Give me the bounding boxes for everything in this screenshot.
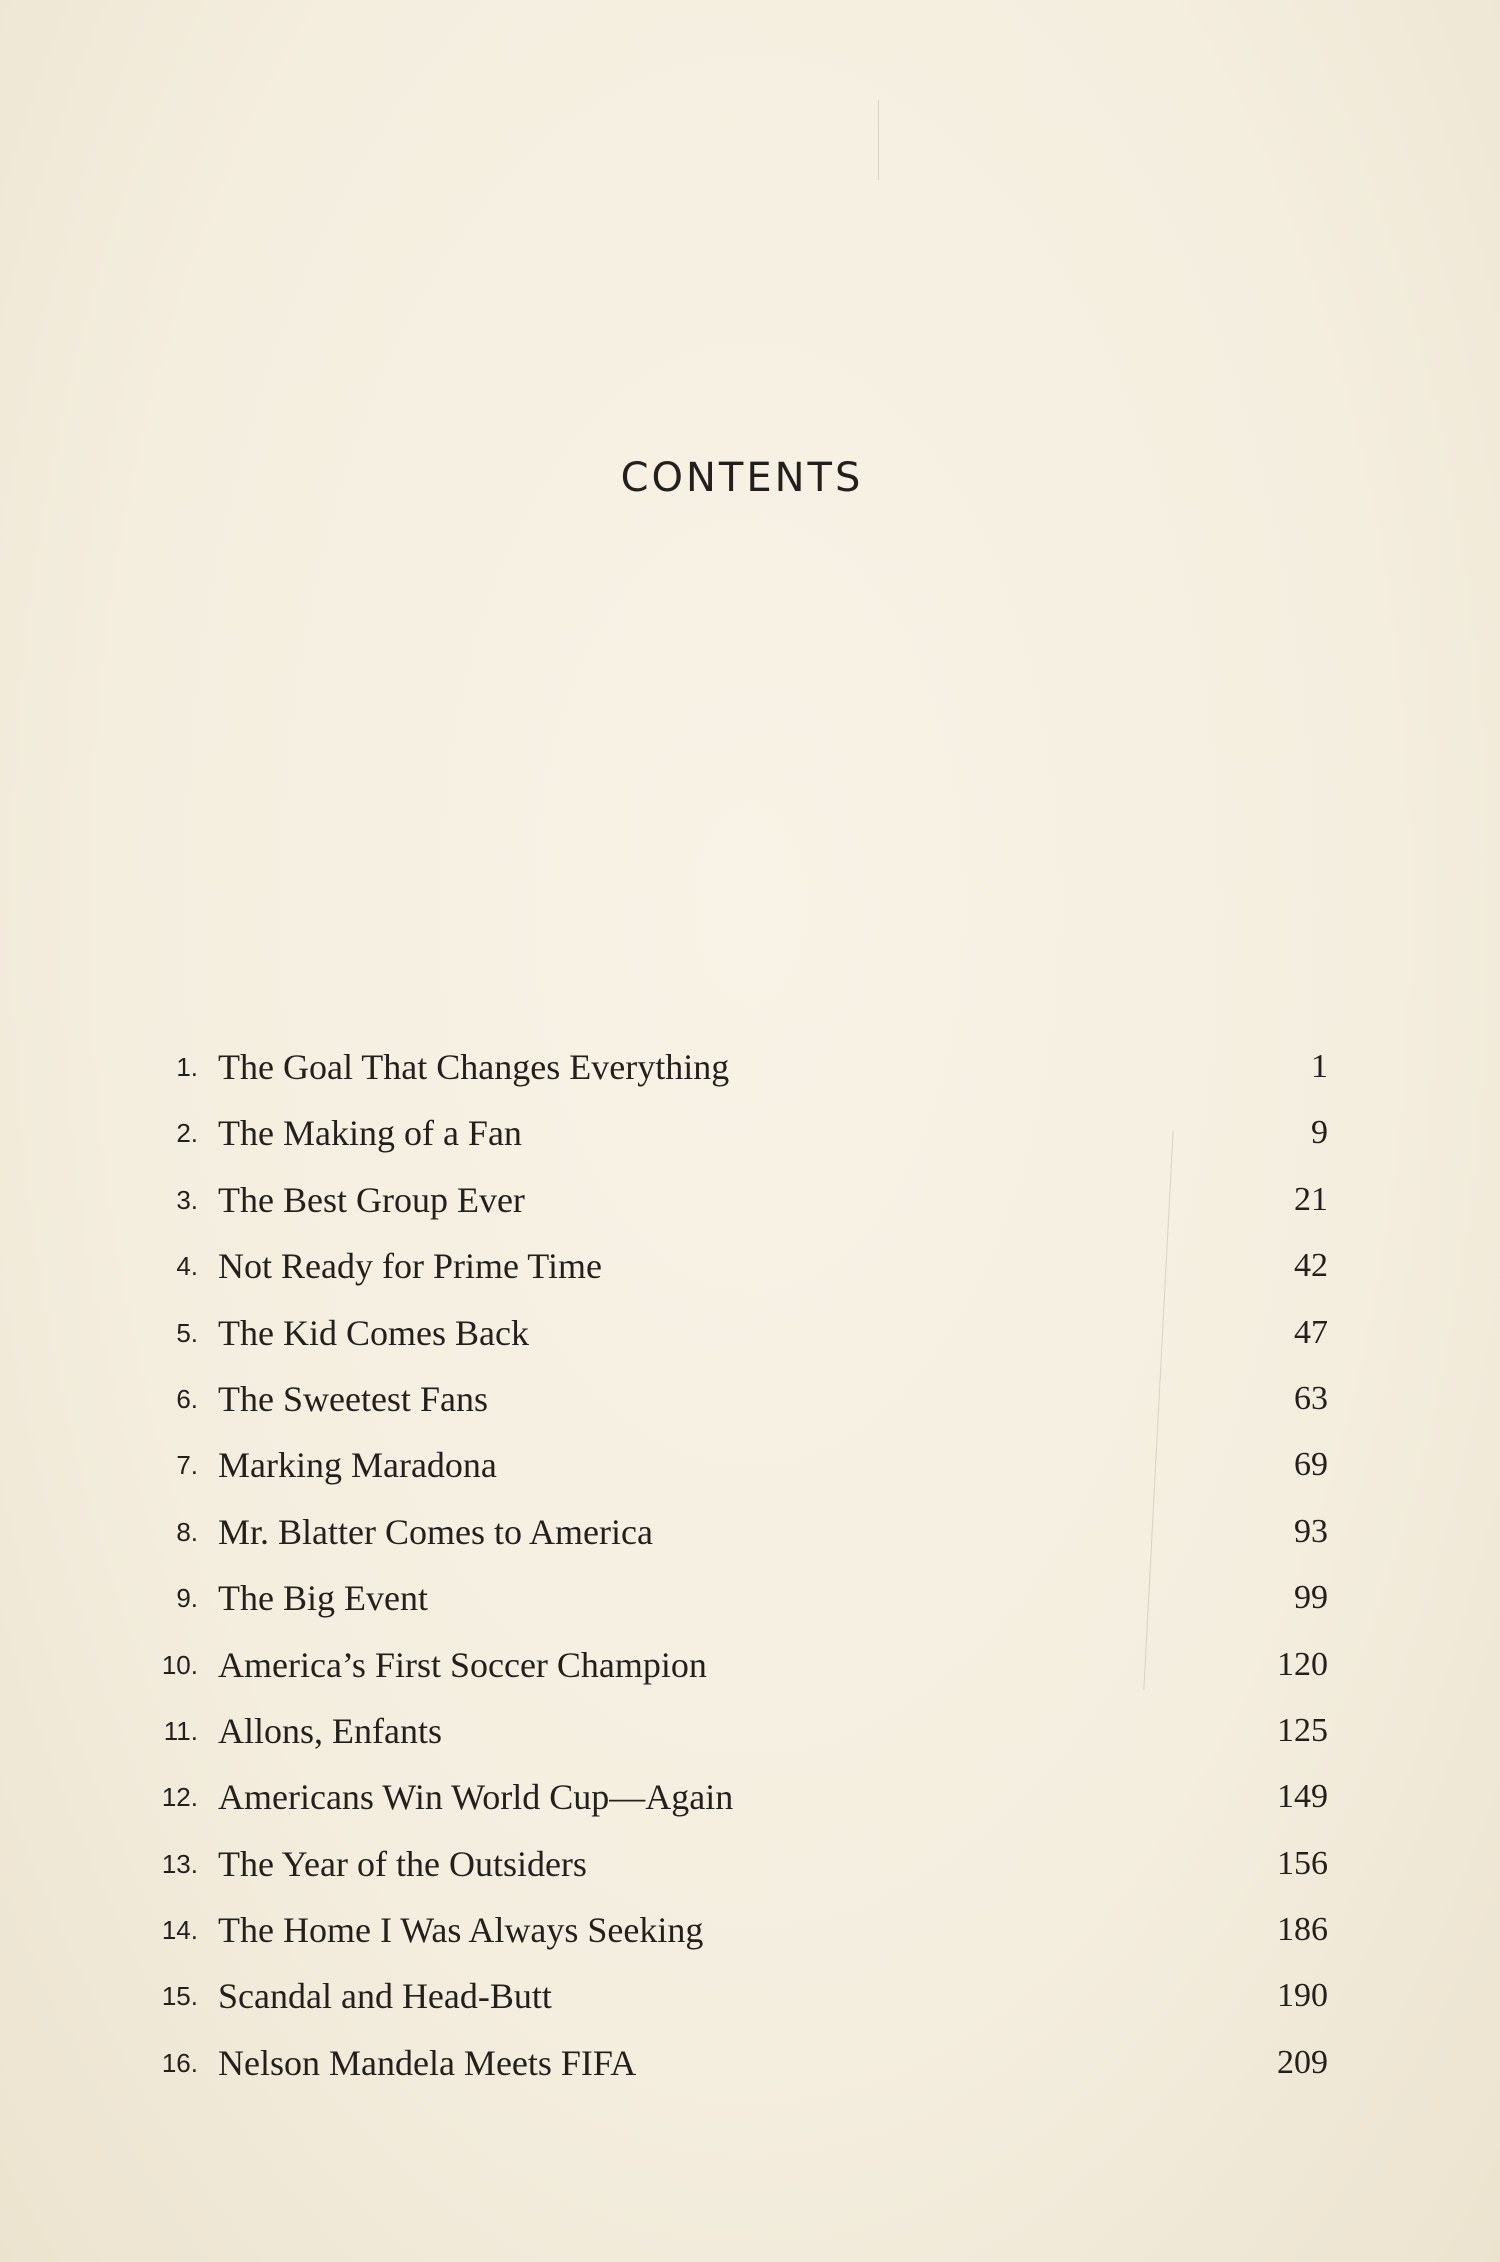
chapter-title: Marking Maradona [218,1445,497,1486]
chapter-title: Mr. Blatter Comes to America [218,1511,653,1552]
chapter-number: 13. [161,1848,198,1879]
page-number: 120 [1277,1645,1328,1683]
page-number: 63 [1294,1379,1328,1417]
toc-entry [140,1369,1340,1435]
page-number: 69 [1294,1446,1328,1484]
chapter-number: 12. [161,1782,198,1813]
chapter-title: Allons, Enfants [218,1710,442,1751]
chapter-title: The Sweetest Fans [218,1378,488,1419]
chapter-number: 5. [176,1317,198,1348]
chapter-number: 16. [161,2047,198,2078]
page-number: 156 [1277,1844,1328,1882]
toc-entry [140,1834,1340,1900]
chapter-number: 9. [176,1583,198,1614]
toc-entry [140,1568,1340,1634]
toc-entry [140,1900,1340,1966]
toc-entry [140,1701,1340,1767]
page-number: 47 [1294,1313,1328,1351]
chapter-title: The Home I Was Always Seeking [218,1910,704,1951]
page-number: 186 [1277,1911,1328,1949]
page-title: CONTENTS [620,454,864,501]
chapter-number: 7. [176,1450,198,1481]
page-number: 9 [1311,1114,1328,1152]
chapter-title: The Making of a Fan [218,1113,522,1154]
toc-entry [140,1103,1340,1169]
chapter-title: Nelson Mandela Meets FIFA [218,2042,637,2083]
chapter-title: Scandal and Head-Butt [218,1976,552,2017]
chapter-title: The Best Group Ever [218,1179,525,1220]
chapter-title: The Goal That Changes Everything [218,1047,730,1087]
table-of-contents [140,1037,1340,2099]
chapter-title: Americans Win World Cup—Again [218,1777,734,1818]
chapter-number: 14. [161,1915,198,1946]
chapter-number: 1. [176,1052,198,1082]
page-number: 190 [1277,1977,1328,2015]
toc-entry [140,1303,1340,1369]
chapter-number: 2. [176,1118,198,1149]
toc-entry [140,1170,1340,1236]
page-number: 149 [1277,1778,1328,1816]
chapter-number: 3. [176,1184,198,1215]
toc-entry [140,1767,1340,1833]
chapter-title: The Kid Comes Back [218,1312,529,1353]
page-number: 99 [1294,1579,1328,1617]
page-number: 1 [1311,1048,1328,1085]
chapter-number: 11. [163,1715,198,1746]
page-number: 42 [1294,1247,1328,1285]
page-number: 125 [1277,1711,1328,1749]
toc-entry [140,1635,1340,1701]
chapter-number: 4. [176,1251,198,1282]
toc-entry [140,1502,1340,1568]
page-number: 21 [1294,1180,1328,1218]
toc-entry [140,1037,1340,1103]
chapter-title: Not Ready for Prime Time [218,1246,602,1287]
chapter-number: 8. [176,1516,198,1547]
chapter-number: 10. [161,1649,198,1680]
chapter-title: America’s First Soccer Champion [218,1644,707,1685]
chapter-title: The Big Event [218,1578,428,1619]
toc-entry [140,1236,1340,1302]
toc-entry [140,1435,1340,1501]
paper-crease [878,100,879,180]
page-number: 93 [1294,1512,1328,1550]
toc-entry [140,1966,1340,2032]
page-number: 209 [1277,2043,1328,2081]
chapter-number: 15. [161,1981,198,2012]
toc-entry [140,2033,1340,2099]
chapter-number: 6. [176,1383,198,1414]
chapter-title: The Year of the Outsiders [218,1843,587,1884]
